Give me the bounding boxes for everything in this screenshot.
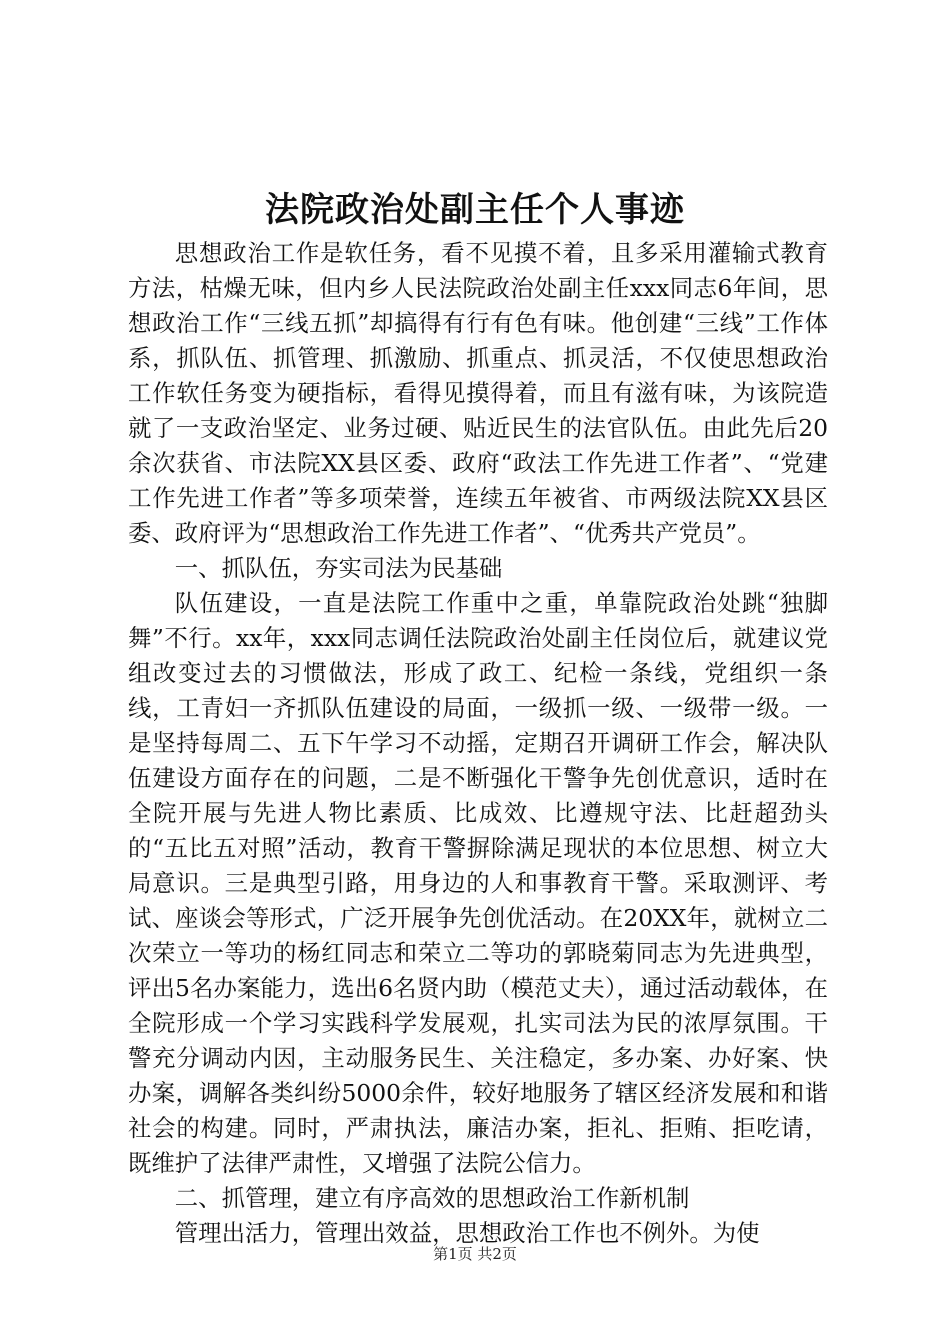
paragraph-intro: 思想政治工作是软任务，看不见摸不着，且多采用灌输式教育方法，枯燥无味，但内乡人民法院政治处副主任xxx同志6年间，思想政治工作“三线五抓”却搞得有行有色有味。他创建“三线”工作体系，抓队伍、抓管理、抓激励、抓重点、抓灵活，不仅使思想政治工作软任务变为硬指标，看得见摸得着，而且有滋有味，为该院造就了一支政治坚定、业务过硬、贴近民生的法官队伍。由此先后20余次获省、市法院XX县区委、政府“政法工作先进工作者”、“党建工作先进工作者”等多项荣誉，连续五年被省、市两级法院XX县区委、政府评为“思想政治工作先进工作者”、“优秀共产党员”。	[128, 239, 828, 547]
paragraph-section-2-start: 管理出活力，管理出效益，思想政治工作也不例外。为使	[174, 1219, 760, 1247]
section-heading-1: 一、抓队伍，夯实司法为民基础	[174, 554, 503, 582]
paragraph-section-1: 队伍建设，一直是法院工作重中之重，单靠院政治处跳“独脚舞”不行。xx年，xxx同志调任法院政治处副主任岗位后，就建议党组改变过去的习惯做法，形成了政工、纪检一条线，党组织一条线，工青妇一齐抓队伍建设的局面，一级抓一级、一级带一级。一是坚持每周二、五下午学习不动摇，定期召开调研工作会，解决队伍建设方面存在的问题，二是不断强化干警争先创优意识，适时在全院开展与先进人物比素质、比成效、比遵规守法、比赶超劲头的“五比五对照”活动，教育干警摒除满足现状的本位思想、树立大局意识。三是典型引路，用身边的人和事教育干警。采取测评、考试、座谈会等形式，广泛开展争先创优活动。在20XX年，就树立二次荣立一等功的杨红同志和荣立二等功的郭晓菊同志为先进典型，评出5名办案能力，选出6名贤内助（模范丈夫），通过活动载体，在全院形成一个学习实践科学发展观，扎实司法为民的浓厚氛围。干警充分调动内因，主动服务民生、关注稳定，多办案、办好案、快办案，调解各类纠纷5000余件，较好地服务了辖区经济发展和和谐社会的构建。同时，严肃执法，廉洁办案，拒礼、拒贿、拒吃请，既维护了法律严肃性，又增强了法院公信力。	[128, 589, 828, 1177]
document-title: 法院政治处副主任个人事迹	[265, 190, 685, 230]
document-body	[128, 236, 828, 1251]
page-footer: 第1页 共2页	[433, 1245, 517, 1263]
section-heading-2: 二、抓管理，建立有序高效的思想政治工作新机制	[174, 1184, 690, 1212]
